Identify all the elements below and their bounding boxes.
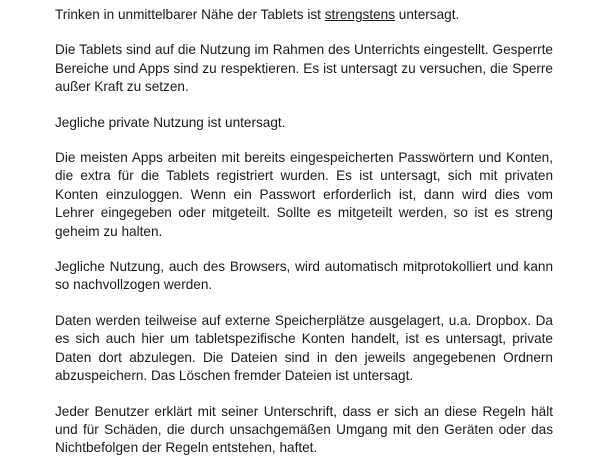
paragraph-liability: Jeder Benutzer erklärt mit seiner Unterschrift, dass er sich an diese Regeln hält und für Schäden, die durch unsachgemäßen Umgang mit den Geräten oder das Nichtbefolgen der Regeln entstehen, haftet.	[55, 403, 553, 456]
paragraph-passwords: Die meisten Apps arbeiten mit bereits eingespeicherten Passwörtern und Konten, die extra für die Tablets registriert wurden. Es ist untersagt, sich mit privaten Konten einzuloggen. Wenn ein Passwort erforderlich ist, dann wird dies vom Lehrer eingegeben oder mitgeteilt. Sollte es mitgeteilt werden, so ist es streng geheim zu halten.	[55, 150, 553, 239]
paragraph-drinking-text-end: untersagt.	[395, 7, 460, 22]
paragraph-restrictions: Die Tablets sind auf die Nutzung im Rahmen des Unterrichts eingestellt. Gesperrte Bereiche und Apps sind zu respektieren. Es ist untersagt zu versuchen, die Sperre außer Kraft zu setzen.	[55, 42, 553, 95]
document-page	[55, 0, 553, 475]
paragraph-drinking-text-start: Trinken in unmittelbarer Nähe der Tablets ist	[55, 7, 325, 22]
paragraph-drinking-rule	[55, 6, 553, 24]
underlined-emphasis: strengstens	[324, 7, 396, 22]
paragraph-private-use: Jegliche private Nutzung ist untersagt.	[55, 114, 286, 130]
paragraph-data-storage: Daten werden teilweise auf externe Speicherplätze ausgelagert, u.a. Dropbox. Da es sich auch hier um tabletspezifische Konten handelt, ist es untersagt, private Daten dort abzulegen. Die Dateien sind in den jeweils angegebenen Ordnern abzuspeichern. Das Löschen fremder Dateien ist untersagt.	[55, 312, 553, 384]
paragraph-logging: Jegliche Nutzung, auch des Browsers, wird automatisch mitprotokolliert und kann so nachvollzogen werden.	[55, 259, 553, 293]
